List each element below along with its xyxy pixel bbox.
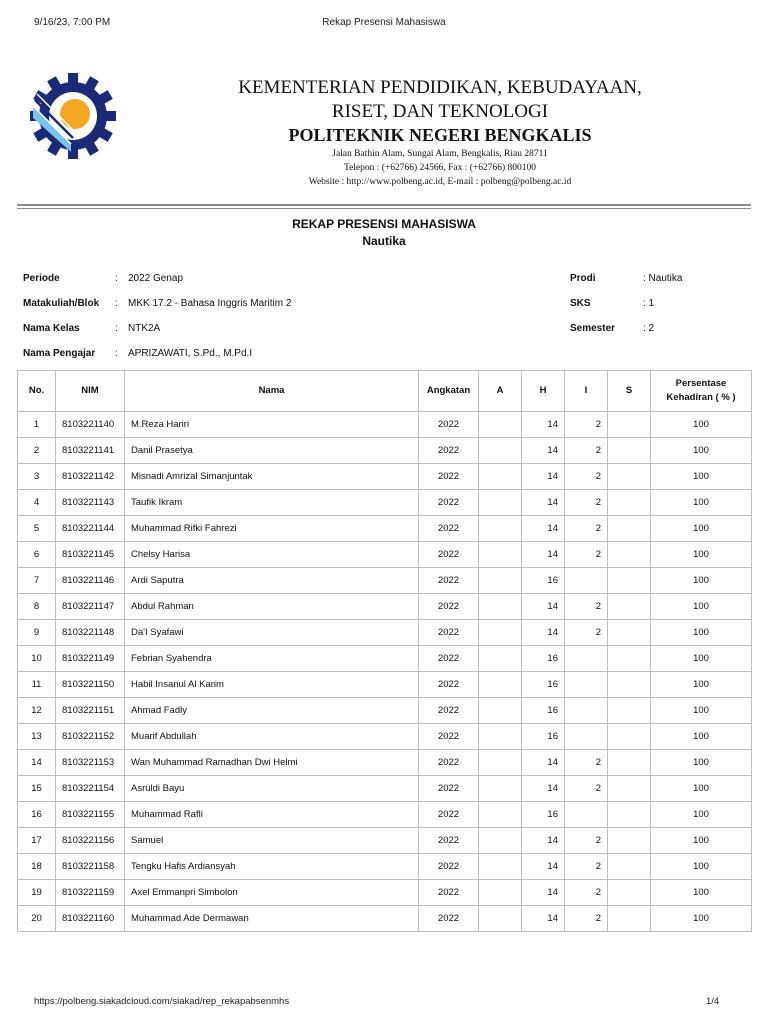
cell-nama: Febrian Syahendra [125,646,419,672]
semester-value: : 2 [643,323,655,334]
periode-label: Periode [23,273,60,284]
cell-persen: 100 [651,568,752,594]
cell-nim: 8103221147 [56,594,125,620]
cell-angkatan: 2022 [419,880,479,906]
table-row [18,828,752,854]
cell-h: 14 [522,620,565,646]
cell-nama: Chelsy Harisa [125,542,419,568]
cell-no: 10 [18,646,56,672]
table-row [18,438,752,464]
cell-i [565,646,608,672]
cell-h: 14 [522,438,565,464]
cell-no: 13 [18,724,56,750]
cell-persen: 100 [651,750,752,776]
cell-nama: M.Reza Hariri [125,412,419,438]
col-header-s: S [608,371,651,412]
cell-a [479,750,522,776]
cell-persen: 100 [651,854,752,880]
cell-no: 18 [18,854,56,880]
cell-a [479,490,522,516]
cell-no: 4 [18,490,56,516]
kelas-separator: : [115,323,118,334]
cell-angkatan: 2022 [419,698,479,724]
cell-no: 7 [18,568,56,594]
cell-persen: 100 [651,646,752,672]
col-header-nim: NIM [56,371,125,412]
cell-h: 14 [522,516,565,542]
table-row [18,802,752,828]
table-row [18,854,752,880]
table-row [18,672,752,698]
cell-h: 14 [522,412,565,438]
cell-angkatan: 2022 [419,776,479,802]
cell-i: 2 [565,438,608,464]
cell-nim: 8103221146 [56,568,125,594]
cell-angkatan: 2022 [419,594,479,620]
print-datetime: 9/16/23, 7:00 PM [34,17,111,28]
matakuliah-value: MKK 17.2 - Bahasa Inggris Maritim 2 [128,298,292,309]
prodi-label: Prodi [570,273,596,284]
cell-i: 2 [565,620,608,646]
cell-i: 2 [565,542,608,568]
cell-no: 9 [18,620,56,646]
cell-h: 14 [522,750,565,776]
cell-i: 2 [565,516,608,542]
periode-separator: : [115,273,118,284]
matakuliah-separator: : [115,298,118,309]
polbeng-logo-icon [30,73,116,159]
cell-a [479,672,522,698]
cell-persen: 100 [651,438,752,464]
cell-nama: Samuel [125,828,419,854]
cell-h: 14 [522,776,565,802]
cell-i: 2 [565,594,608,620]
cell-nim: 8103221142 [56,464,125,490]
cell-h: 14 [522,542,565,568]
print-footer-page: 1/4 [706,996,720,1007]
cell-s [608,854,651,880]
cell-s [608,464,651,490]
cell-persen: 100 [651,594,752,620]
cell-h: 16 [522,724,565,750]
cell-persen: 100 [651,776,752,802]
kelas-label: Nama Kelas [23,323,80,334]
cell-nama: Abdul Rahman [125,594,419,620]
cell-nim: 8103221150 [56,672,125,698]
cell-persen: 100 [651,516,752,542]
cell-angkatan: 2022 [419,750,479,776]
cell-nim: 8103221143 [56,490,125,516]
cell-nim: 8103221151 [56,698,125,724]
cell-s [608,412,651,438]
table-row [18,724,752,750]
col-header-h: H [522,371,565,412]
cell-nim: 8103221145 [56,542,125,568]
cell-nim: 8103221154 [56,776,125,802]
cell-angkatan: 2022 [419,490,479,516]
cell-h: 14 [522,906,565,932]
col-header-i: I [565,371,608,412]
cell-no: 20 [18,906,56,932]
cell-no: 16 [18,802,56,828]
cell-nim: 8103221153 [56,750,125,776]
table-row [18,594,752,620]
cell-s [608,698,651,724]
cell-h: 14 [522,854,565,880]
cell-s [608,828,651,854]
table-header-row [18,371,752,412]
cell-angkatan: 2022 [419,854,479,880]
cell-angkatan: 2022 [419,906,479,932]
cell-no: 3 [18,464,56,490]
institution-website: Website : http://www.polbeng.ac.id, E-mail : polbeng@polbeng.ac.id [308,177,572,187]
cell-i [565,698,608,724]
table-row [18,464,752,490]
cell-nama: Habil Insanul Al Karim [125,672,419,698]
cell-no: 5 [18,516,56,542]
cell-angkatan: 2022 [419,646,479,672]
table-row [18,906,752,932]
cell-s [608,438,651,464]
cell-nim: 8103221159 [56,880,125,906]
cell-s [608,490,651,516]
sks-label: SKS [570,298,591,309]
cell-angkatan: 2022 [419,438,479,464]
cell-nama: Ahmad Fadly [125,698,419,724]
cell-persen: 100 [651,724,752,750]
letterhead-ministry [180,76,700,124]
cell-i: 2 [565,906,608,932]
attendance-table [17,370,752,932]
cell-no: 2 [18,438,56,464]
cell-i: 2 [565,490,608,516]
semester-label: Semester [570,323,616,334]
cell-h: 16 [522,568,565,594]
cell-s [608,880,651,906]
cell-i: 2 [565,828,608,854]
cell-i [565,724,608,750]
cell-s [608,594,651,620]
cell-a [479,464,522,490]
cell-i: 2 [565,464,608,490]
cell-a [479,776,522,802]
cell-nim: 8103221155 [56,802,125,828]
cell-no: 1 [18,412,56,438]
cell-angkatan: 2022 [419,828,479,854]
cell-nim: 8103221140 [56,412,125,438]
cell-nama: Muhammad Ade Dermawan [125,906,419,932]
cell-persen: 100 [651,490,752,516]
cell-s [608,906,651,932]
institution-phone: Telepon : (+62766) 24566, Fax : (+62766) 800100 [343,163,537,173]
cell-persen: 100 [651,828,752,854]
cell-persen: 100 [651,906,752,932]
col-header-a: A [479,371,522,412]
cell-a [479,620,522,646]
cell-angkatan: 2022 [419,412,479,438]
cell-nim: 8103221144 [56,516,125,542]
cell-angkatan: 2022 [419,802,479,828]
table-row [18,646,752,672]
cell-s [608,776,651,802]
cell-h: 14 [522,490,565,516]
cell-nama: Muhammad Rafli [125,802,419,828]
cell-nama: Muhammad Rifki Fahrezi [125,516,419,542]
pengajar-separator: : [115,348,118,359]
cell-s [608,672,651,698]
kelas-value: NTK2A [128,323,161,334]
cell-h: 16 [522,802,565,828]
cell-h: 16 [522,646,565,672]
cell-nim: 8103221160 [56,906,125,932]
table-row [18,516,752,542]
table-row [18,698,752,724]
cell-i [565,802,608,828]
letterhead-divider-thin [17,208,751,209]
cell-a [479,906,522,932]
periode-value: 2022 Genap [128,273,184,284]
cell-a [479,828,522,854]
cell-persen: 100 [651,620,752,646]
cell-angkatan: 2022 [419,464,479,490]
cell-persen: 100 [651,672,752,698]
cell-a [479,698,522,724]
cell-i: 2 [565,854,608,880]
print-footer-url: https://polbeng.siakadcloud.com/siakad/rep_rekapabsenmhs [34,996,290,1007]
cell-nim: 8103221158 [56,854,125,880]
cell-nim: 8103221148 [56,620,125,646]
cell-no: 6 [18,542,56,568]
cell-a [479,802,522,828]
cell-nama: Axel Emmanpri Simbolon [125,880,419,906]
cell-nama: Misnadi Amrizal Simanjuntak [125,464,419,490]
ministry-line-1: KEMENTERIAN PENDIDIKAN, KEBUDAYAAN, [238,77,642,98]
cell-a [479,646,522,672]
cell-i: 2 [565,412,608,438]
cell-nama: Tengku Hafis Ardiansyah [125,854,419,880]
cell-no: 8 [18,594,56,620]
cell-s [608,724,651,750]
cell-no: 15 [18,776,56,802]
cell-a [479,438,522,464]
cell-angkatan: 2022 [419,724,479,750]
cell-a [479,594,522,620]
cell-no: 19 [18,880,56,906]
cell-s [608,802,651,828]
cell-persen: 100 [651,542,752,568]
ministry-line-2: RISET, DAN TEKNOLOGI [331,101,549,122]
cell-s [608,542,651,568]
cell-no: 12 [18,698,56,724]
col-header-no: No. [18,371,56,412]
cell-persen: 100 [651,412,752,438]
report-title: REKAP PRESENSI MAHASISWA [292,217,476,231]
cell-no: 11 [18,672,56,698]
cell-nim: 8103221152 [56,724,125,750]
print-page-title: Rekap Presensi Mahasiswa [322,17,446,28]
cell-h: 16 [522,672,565,698]
cell-i: 2 [565,776,608,802]
cell-h: 16 [522,698,565,724]
cell-a [479,516,522,542]
table-row [18,880,752,906]
cell-nama: Muarif Abdullah [125,724,419,750]
cell-angkatan: 2022 [419,672,479,698]
cell-nama: Asruldi Bayu [125,776,419,802]
cell-h: 14 [522,594,565,620]
cell-nama: Danil Prasetya [125,438,419,464]
cell-s [608,646,651,672]
table-row [18,750,752,776]
cell-h: 14 [522,464,565,490]
cell-h: 14 [522,828,565,854]
table-row [18,490,752,516]
cell-no: 17 [18,828,56,854]
table-row [18,568,752,594]
table-row [18,620,752,646]
cell-s [608,750,651,776]
pengajar-label: Nama Pengajar [23,348,96,359]
col-header-persentase: Persentase Kehadiran ( % ) [651,371,752,412]
cell-persen: 100 [651,802,752,828]
cell-s [608,620,651,646]
cell-a [479,724,522,750]
cell-i [565,672,608,698]
col-header-angkatan: Angkatan [419,371,479,412]
cell-a [479,880,522,906]
sks-value: : 1 [643,298,655,309]
cell-persen: 100 [651,880,752,906]
cell-nama: Da'I Syafawi [125,620,419,646]
cell-nim: 8103221141 [56,438,125,464]
cell-a [479,568,522,594]
cell-i: 2 [565,750,608,776]
pengajar-value: APRIZAWATI, S.Pd., M.Pd.I [128,348,253,359]
prodi-value: : Nautika [643,273,683,284]
cell-a [479,542,522,568]
cell-i [565,568,608,594]
cell-no: 14 [18,750,56,776]
table-row [18,412,752,438]
letterhead-divider [17,204,751,206]
report-subtitle: Nautika [362,234,406,248]
matakuliah-label: Matakuliah/Blok [23,298,100,309]
cell-a [479,412,522,438]
cell-angkatan: 2022 [419,542,479,568]
cell-s [608,516,651,542]
cell-angkatan: 2022 [419,516,479,542]
cell-persen: 100 [651,464,752,490]
institution-name: POLITEKNIK NEGERI BENGKALIS [288,125,592,145]
cell-i: 2 [565,880,608,906]
cell-s [608,568,651,594]
cell-a [479,854,522,880]
cell-h: 14 [522,880,565,906]
table-row [18,776,752,802]
cell-nim: 8103221149 [56,646,125,672]
cell-nama: Wan Muhammad Ramadhan Dwi Helmi [125,750,419,776]
cell-nama: Ardi Saputra [125,568,419,594]
cell-nim: 8103221156 [56,828,125,854]
cell-nama: Taufik Ikram [125,490,419,516]
institution-address: Jalan Bathin Alam, Sungai Alam, Bengkalis, Riau 28711 [332,149,548,159]
table-row [18,542,752,568]
cell-angkatan: 2022 [419,568,479,594]
col-header-nama: Nama [125,371,419,412]
cell-persen: 100 [651,698,752,724]
cell-angkatan: 2022 [419,620,479,646]
